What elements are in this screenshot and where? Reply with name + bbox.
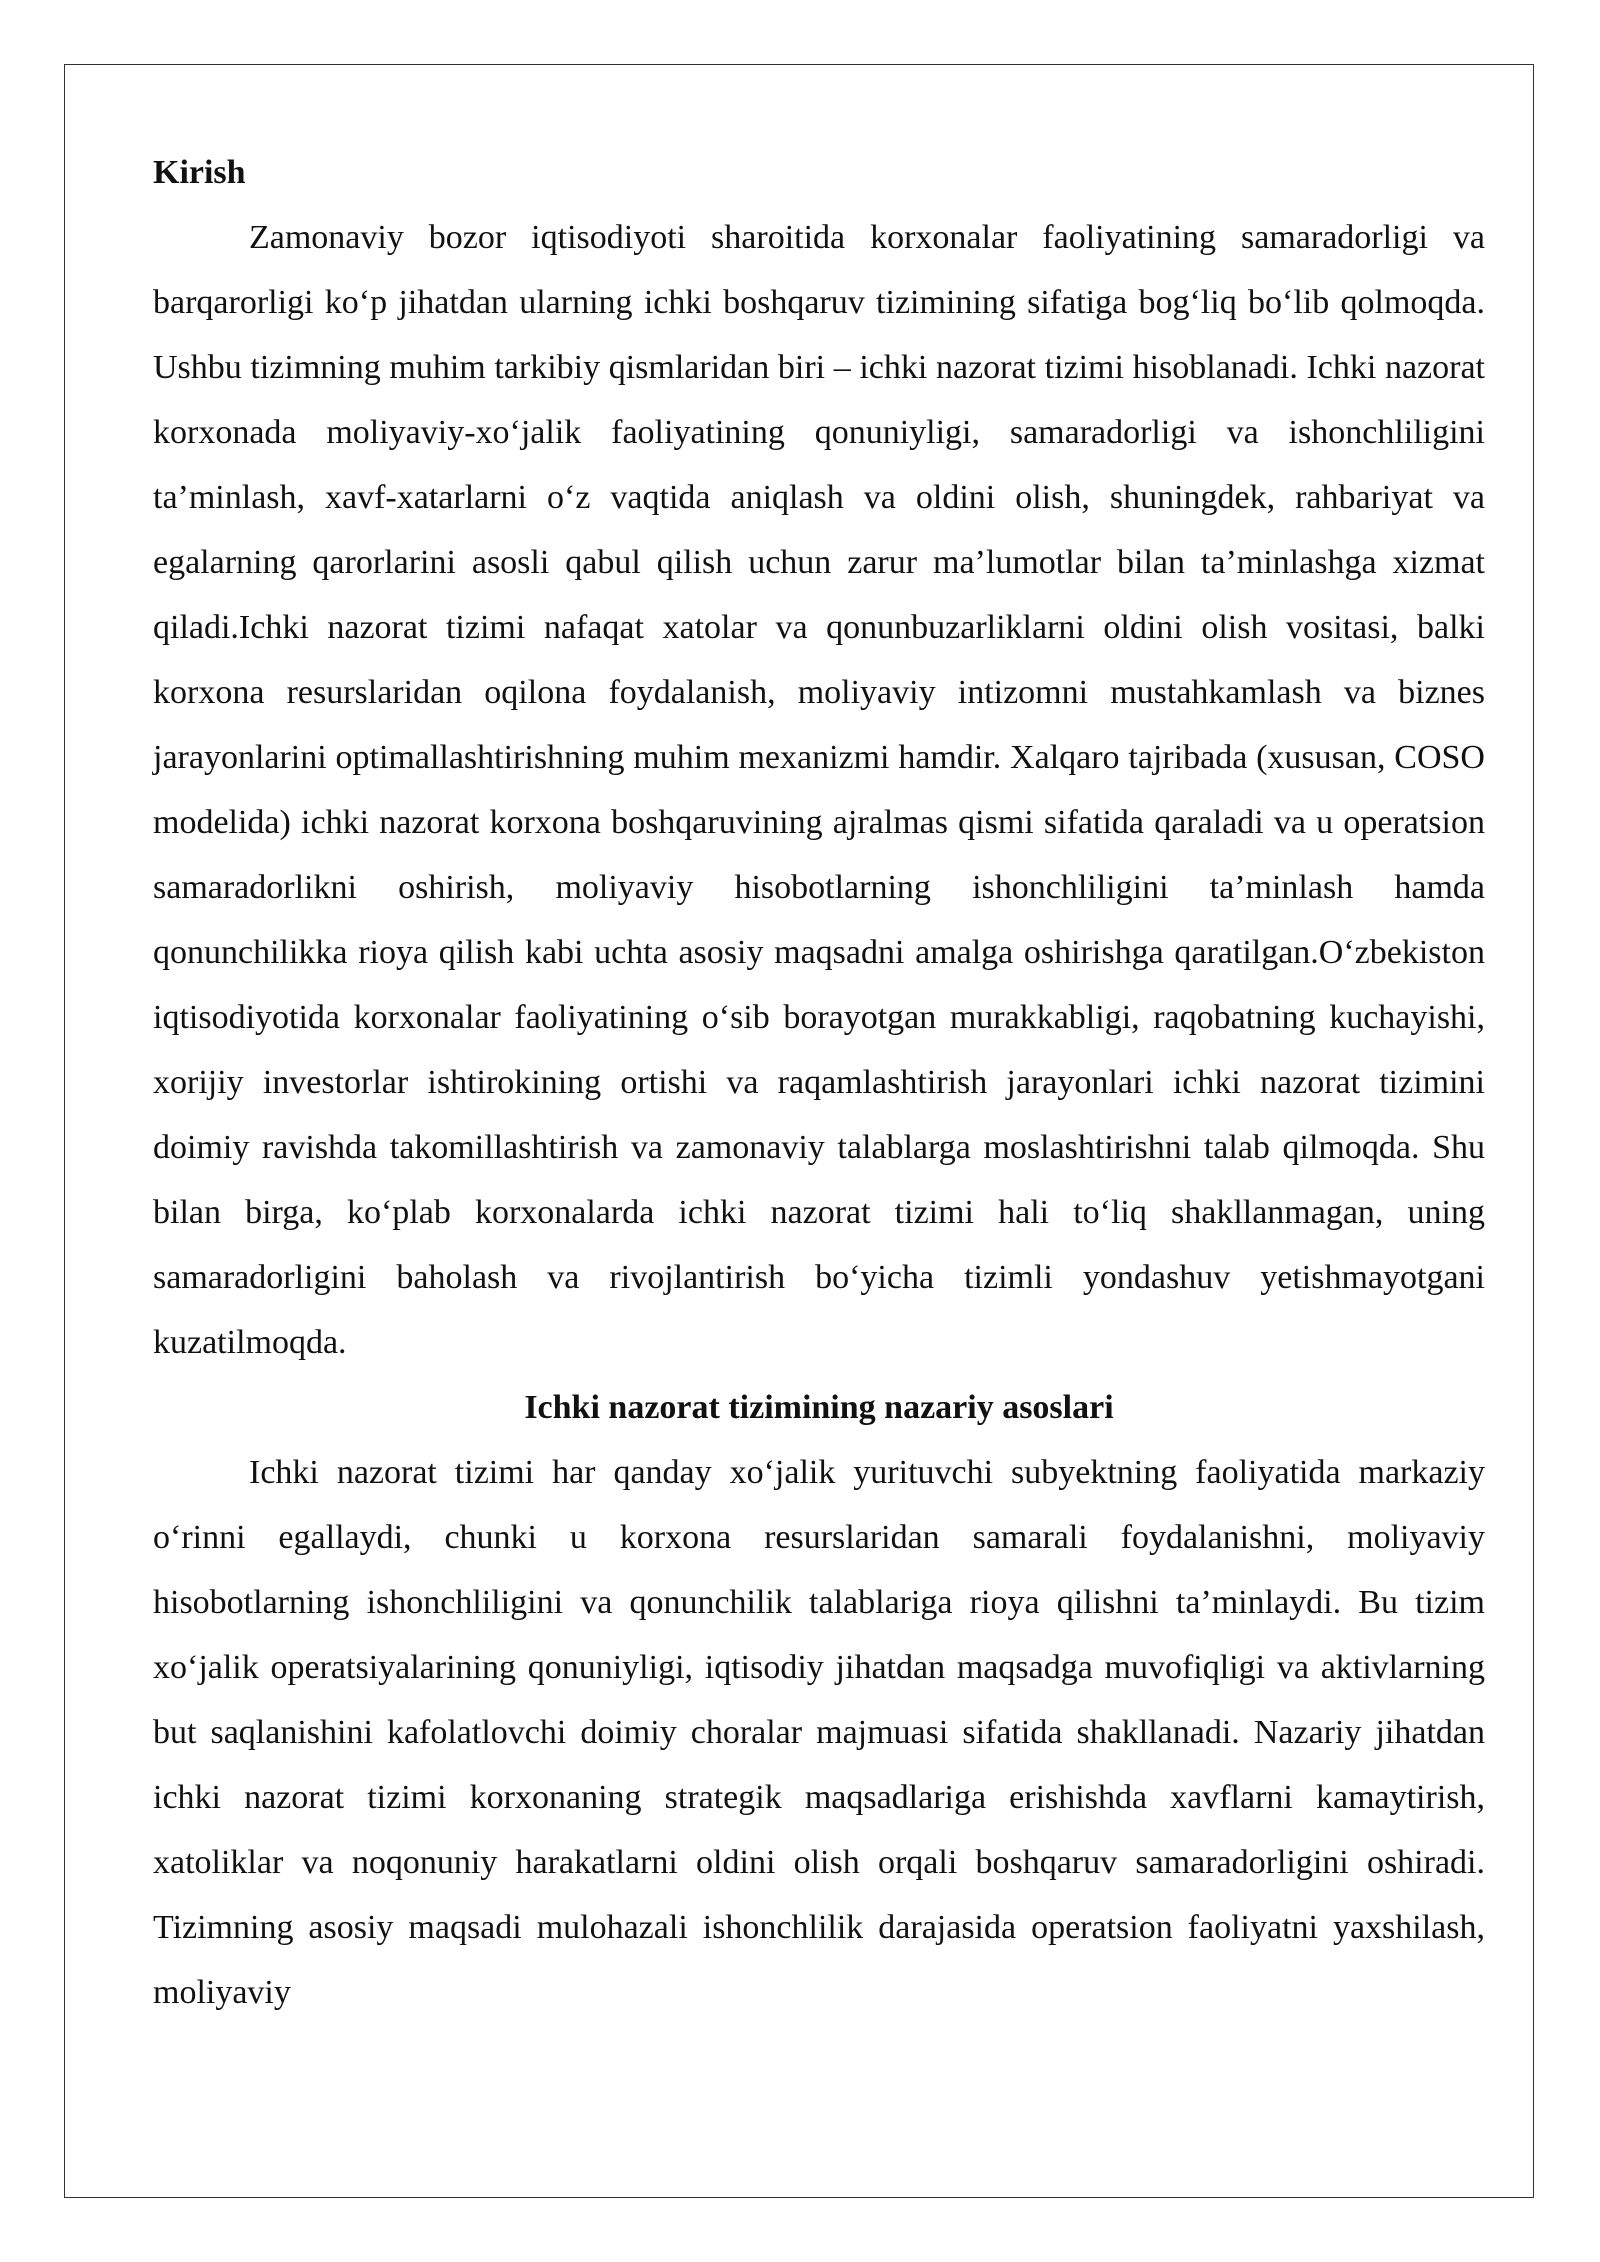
section-paragraph: Ichki nazorat tizimi har qanday xo‘jalik yurituvchi subyektning faoliyatida markaziy o‘rinni egallaydi, chunki u korxona resurslaridan samarali foydalanishni, moliyaviy hisobotlarning ishonchliligini va qonunchilik talablariga rioya qilishni ta’minlaydi. Bu tizim xo‘jalik operatsiyalarining qonuniyligi, iqtisodiy jihatdan maqsadga muvofiqligi va aktivlarning but saqlanishini kafolatlovchi doimiy choralar majmuasi sifatida shakllanadi. Nazariy jihatdan ichki nazorat tizimi korxonaning strategik maqsadlariga erishishda xavflarni kamaytirish, xatoliklar va noqonuniy harakatlarni oldini olish orqali boshqaruv samaradorligini oshiradi. Tizimning asosiy maqsadi mulohazali ishonchlilik darajasida operatsion faoliyatni yaxshilash, moliyaviy [153,1454,1485,2011]
document-body [153,140,1485,2025]
section-heading: Ichki nazorat tizimining nazariy asoslari [524,1389,1114,1426]
intro-paragraph: Zamonaviy bozor iqtisodiyoti sharoitida korxonalar faoliyatining samaradorligi va barqarorligi ko‘p jihatdan ularning ichki boshqaruv tizimining sifatiga bog‘liq bo‘lib qolmoqda. Ushbu tizimning muhim tarkibiy qismlaridan biri – ichki nazorat tizimi hisoblanadi. Ichki nazorat korxonada moliyaviy-xo‘jalik faoliyatining qonuniyligi, samaradorligi va ishonchliligini ta’minlash, xavf-xatarlarni o‘z vaqtida aniqlash va oldini olish, shuningdek, rahbariyat va egalarning qarorlarini asosli qabul qilish uchun zarur ma’lumotlar bilan ta’minlashga xizmat qiladi.Ichki nazorat tizimi nafaqat xatolar va qonunbuzarliklarni oldini olish vositasi, balki korxona resurslaridan oqilona foydalanish, moliyaviy intizomni mustahkamlash va biznes jarayonlarini optimallashtirishning muhim mexanizmi hamdir. Xalqaro tajribada (xususan, COSO modelida) ichki nazorat korxona boshqaruvining ajralmas qismi sifatida qaraladi va u operatsion samaradorlikni oshirish, moliyaviy hisobotlarning ishonchliligini ta’minlash hamda qonunchilikka rioya qilish kabi uchta asosiy maqsadni amalga oshirishga qaratilgan.O‘zbekiston iqtisodiyotida korxonalar faoliyatining o‘sib borayotgan murakkabligi, raqobatning kuchayishi, xorijiy investorlar ishtirokining ortishi va raqamlashtirish jarayonlari ichki nazorat tizimini doimiy ravishda takomillashtirish va zamonaviy talablarga moslashtirishni talab qilmoqda. Shu bilan birga, ko‘plab korxonalarda ichki nazorat tizimi hali to‘liq shakllanmagan, uning samaradorligini baholash va rivojlantirish bo‘yicha tizimli yondashuv yetishmayotgani kuzatilmoqda. [153,219,1485,1361]
intro-heading: Kirish [153,154,246,191]
